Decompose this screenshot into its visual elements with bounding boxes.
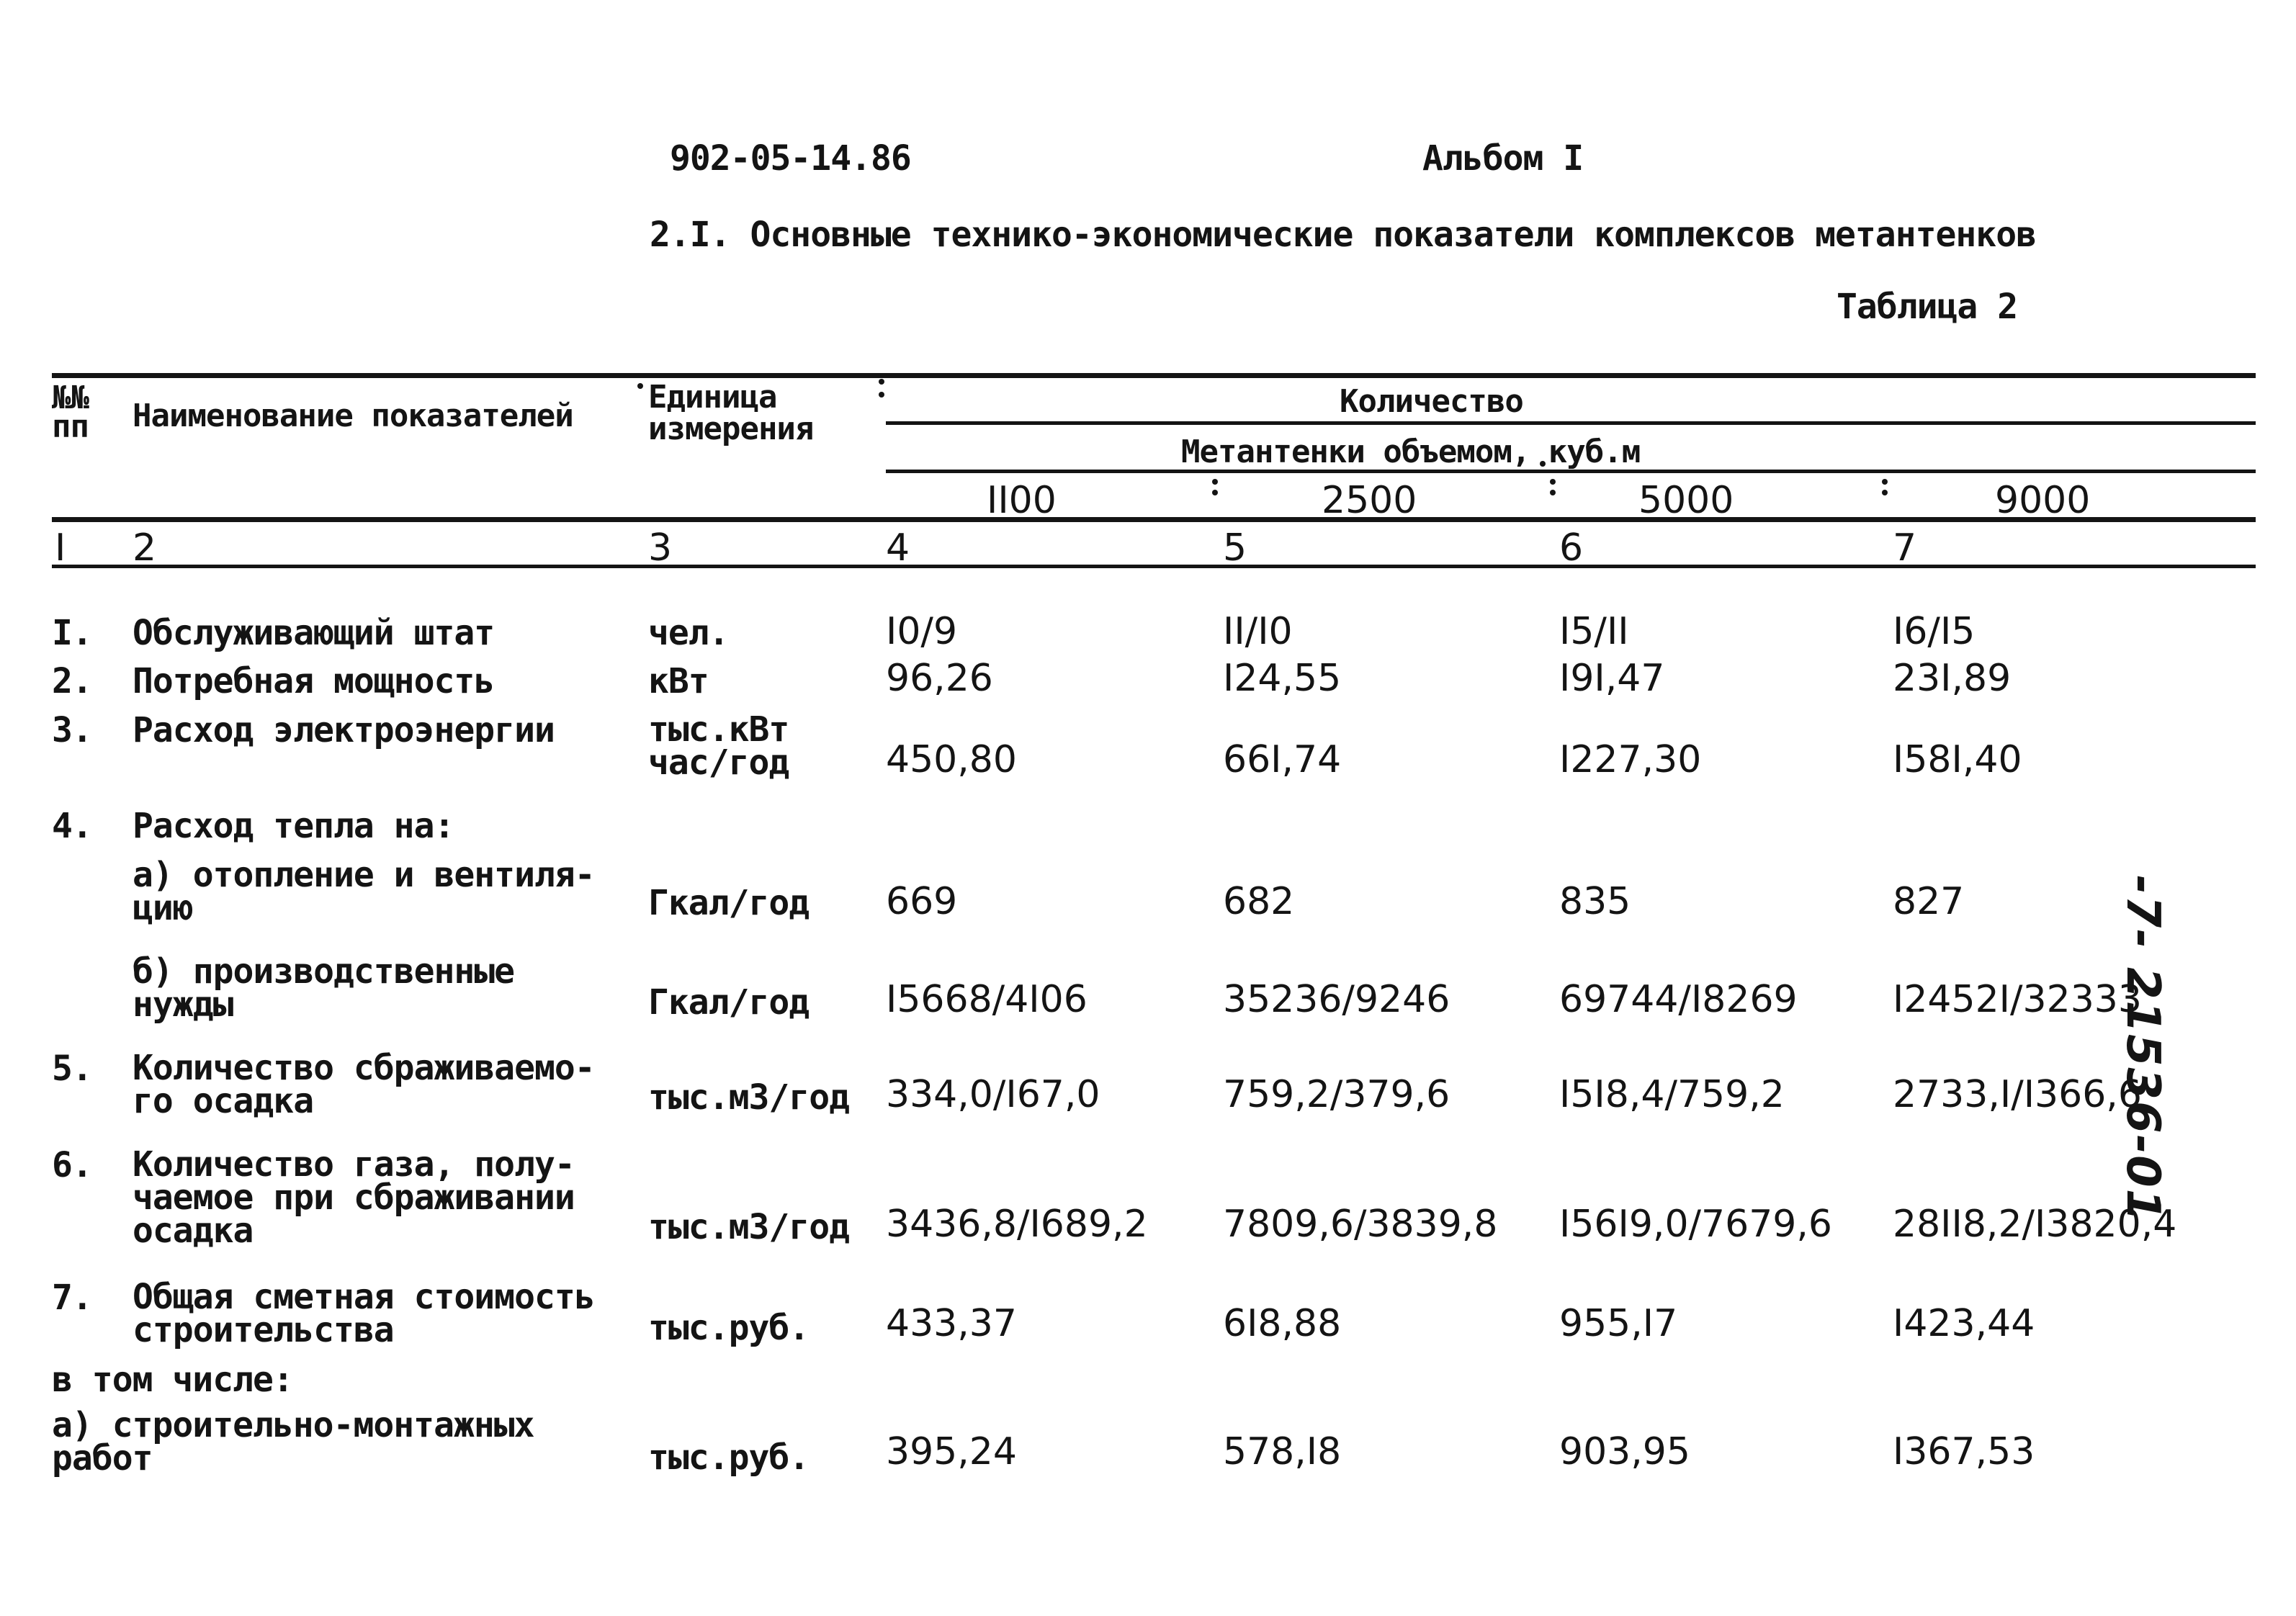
row-name: Расход электроэнергии bbox=[133, 710, 555, 750]
row-value: 66I,74 bbox=[1223, 738, 1342, 781]
row-name: Количество газа, полу- чаемое при сбраживании осадка bbox=[133, 1144, 575, 1251]
row-value: I2452I/32333 bbox=[1893, 978, 2142, 1021]
row-value: 433,37 bbox=[886, 1302, 1017, 1345]
row-value: I56I9,0/7679,6 bbox=[1559, 1203, 1833, 1246]
row-value: 2733,I/I366,6 bbox=[1893, 1073, 2142, 1116]
row-value: 903,95 bbox=[1559, 1430, 1690, 1473]
row-value: 450,80 bbox=[886, 738, 1017, 781]
row-value: 35236/9246 bbox=[1223, 978, 1450, 1021]
row-value: 955,I7 bbox=[1559, 1302, 1678, 1345]
row-number: 5. bbox=[52, 1049, 92, 1089]
row-unit: тыс.руб. bbox=[648, 1437, 810, 1478]
separator-dot bbox=[1550, 479, 1556, 485]
row-value: 69744/I8269 bbox=[1559, 978, 1798, 1021]
separator-dot bbox=[1212, 479, 1218, 485]
row-number: 4. bbox=[52, 806, 92, 846]
header-volume-5000: 5000 bbox=[1638, 479, 1734, 522]
header-volume-1100: II00 bbox=[987, 479, 1057, 522]
row-unit: кВт bbox=[648, 661, 709, 701]
column-number: 2 bbox=[133, 526, 157, 570]
separator-dot bbox=[1212, 490, 1218, 495]
column-number: 5 bbox=[1223, 526, 1247, 570]
row-value: 334,0/I67,0 bbox=[886, 1073, 1100, 1116]
row-value: 23I,89 bbox=[1893, 657, 2012, 700]
row-value: 395,24 bbox=[886, 1430, 1017, 1473]
row-value: 7809,6/3839,8 bbox=[1223, 1203, 1498, 1246]
column-number: 7 bbox=[1893, 526, 1917, 570]
header-top-rule bbox=[52, 373, 2256, 378]
row-value: I423,44 bbox=[1893, 1302, 2035, 1345]
row-name: Расход тепла на: bbox=[133, 806, 454, 846]
row-value: I6/I5 bbox=[1893, 610, 1976, 653]
separator-dot bbox=[879, 379, 884, 385]
header-name: Наименование показателей bbox=[133, 398, 573, 434]
row-number: 7. bbox=[52, 1278, 92, 1318]
row-value: I0/9 bbox=[886, 610, 958, 653]
album-label: Альбом I bbox=[1422, 138, 1584, 179]
row-name: а) строительно-монтажных работ bbox=[52, 1405, 534, 1478]
row-value: 682 bbox=[1223, 880, 1295, 923]
row-value: I367,53 bbox=[1893, 1430, 2035, 1473]
column-numbers-rule bbox=[52, 565, 2256, 568]
column-number: 6 bbox=[1559, 526, 1584, 570]
header-unit: Единица измерения bbox=[648, 379, 814, 447]
row-name: б) производственные нужды bbox=[133, 951, 515, 1025]
row-value: 827 bbox=[1893, 880, 1965, 923]
row-number: 6. bbox=[52, 1145, 92, 1185]
row-value: I58I,40 bbox=[1893, 738, 2022, 781]
row-value: 6I8,88 bbox=[1223, 1302, 1342, 1345]
row-unit: чел. bbox=[648, 613, 729, 653]
row-name: Потребная мощность bbox=[133, 661, 495, 701]
document-code: 902-05-14.86 bbox=[670, 138, 911, 179]
header-bottom-rule bbox=[52, 517, 2256, 522]
header-volume-2500: 2500 bbox=[1322, 479, 1417, 522]
separator-dot bbox=[637, 383, 643, 389]
header-num: №№ пп bbox=[52, 380, 89, 445]
row-value: I5I8,4/759,2 bbox=[1559, 1073, 1785, 1116]
row-number: 3. bbox=[52, 710, 92, 750]
row-name: в том числе: bbox=[52, 1360, 293, 1400]
row-value: 759,2/379,6 bbox=[1223, 1073, 1450, 1116]
row-unit: Гкал/год bbox=[648, 883, 810, 923]
separator-dot bbox=[879, 392, 884, 398]
section-title: 2.I. Основные технико-экономические показатели комплексов метантенков bbox=[650, 215, 2036, 255]
row-unit: тыс.м3/год bbox=[648, 1077, 849, 1118]
table-label: Таблица 2 bbox=[1837, 287, 2018, 327]
row-value: II/I0 bbox=[1223, 610, 1293, 653]
separator-dot bbox=[1882, 479, 1888, 485]
row-number: I. bbox=[52, 613, 92, 653]
column-number: 3 bbox=[648, 526, 673, 570]
row-unit: тыс.руб. bbox=[648, 1308, 810, 1348]
header-volume: Метантенки объемом, куб.м bbox=[1181, 434, 1641, 470]
row-value: I9I,47 bbox=[1559, 657, 1665, 700]
row-name: а) отопление и вентиля- цию bbox=[133, 855, 595, 928]
row-value: I5/II bbox=[1559, 610, 1629, 653]
row-name: Общая сметная стоимость строительства bbox=[133, 1277, 595, 1350]
row-value: I227,30 bbox=[1559, 738, 1702, 781]
column-number: 4 bbox=[886, 526, 910, 570]
row-value: 96,26 bbox=[886, 657, 993, 700]
column-number: I bbox=[55, 526, 66, 570]
row-name: Количество сбраживаемо- го осадка bbox=[133, 1048, 595, 1121]
row-value: 835 bbox=[1559, 880, 1631, 923]
separator-dot bbox=[1882, 490, 1888, 495]
row-value: 3436,8/I689,2 bbox=[886, 1203, 1148, 1246]
row-unit: тыс.кВт час/год bbox=[648, 709, 789, 783]
quantity-rule bbox=[886, 421, 2256, 425]
row-value: I5668/4I06 bbox=[886, 978, 1088, 1021]
row-value: 578,I8 bbox=[1223, 1430, 1342, 1473]
row-name: Обслуживающий штат bbox=[133, 613, 495, 653]
header-volume-9000: 9000 bbox=[1995, 479, 2091, 522]
row-value: I24,55 bbox=[1223, 657, 1342, 700]
row-value: 669 bbox=[886, 880, 958, 923]
row-value: 28II8,2/I3820,4 bbox=[1893, 1203, 2177, 1246]
side-stamp: -7- 21536-01 bbox=[2116, 875, 2169, 1223]
separator-dot bbox=[1550, 490, 1556, 495]
row-unit: тыс.м3/год bbox=[648, 1207, 849, 1247]
row-number: 2. bbox=[52, 661, 92, 701]
header-quantity: Количество bbox=[1340, 383, 1523, 420]
row-unit: Гкал/год bbox=[648, 982, 810, 1023]
